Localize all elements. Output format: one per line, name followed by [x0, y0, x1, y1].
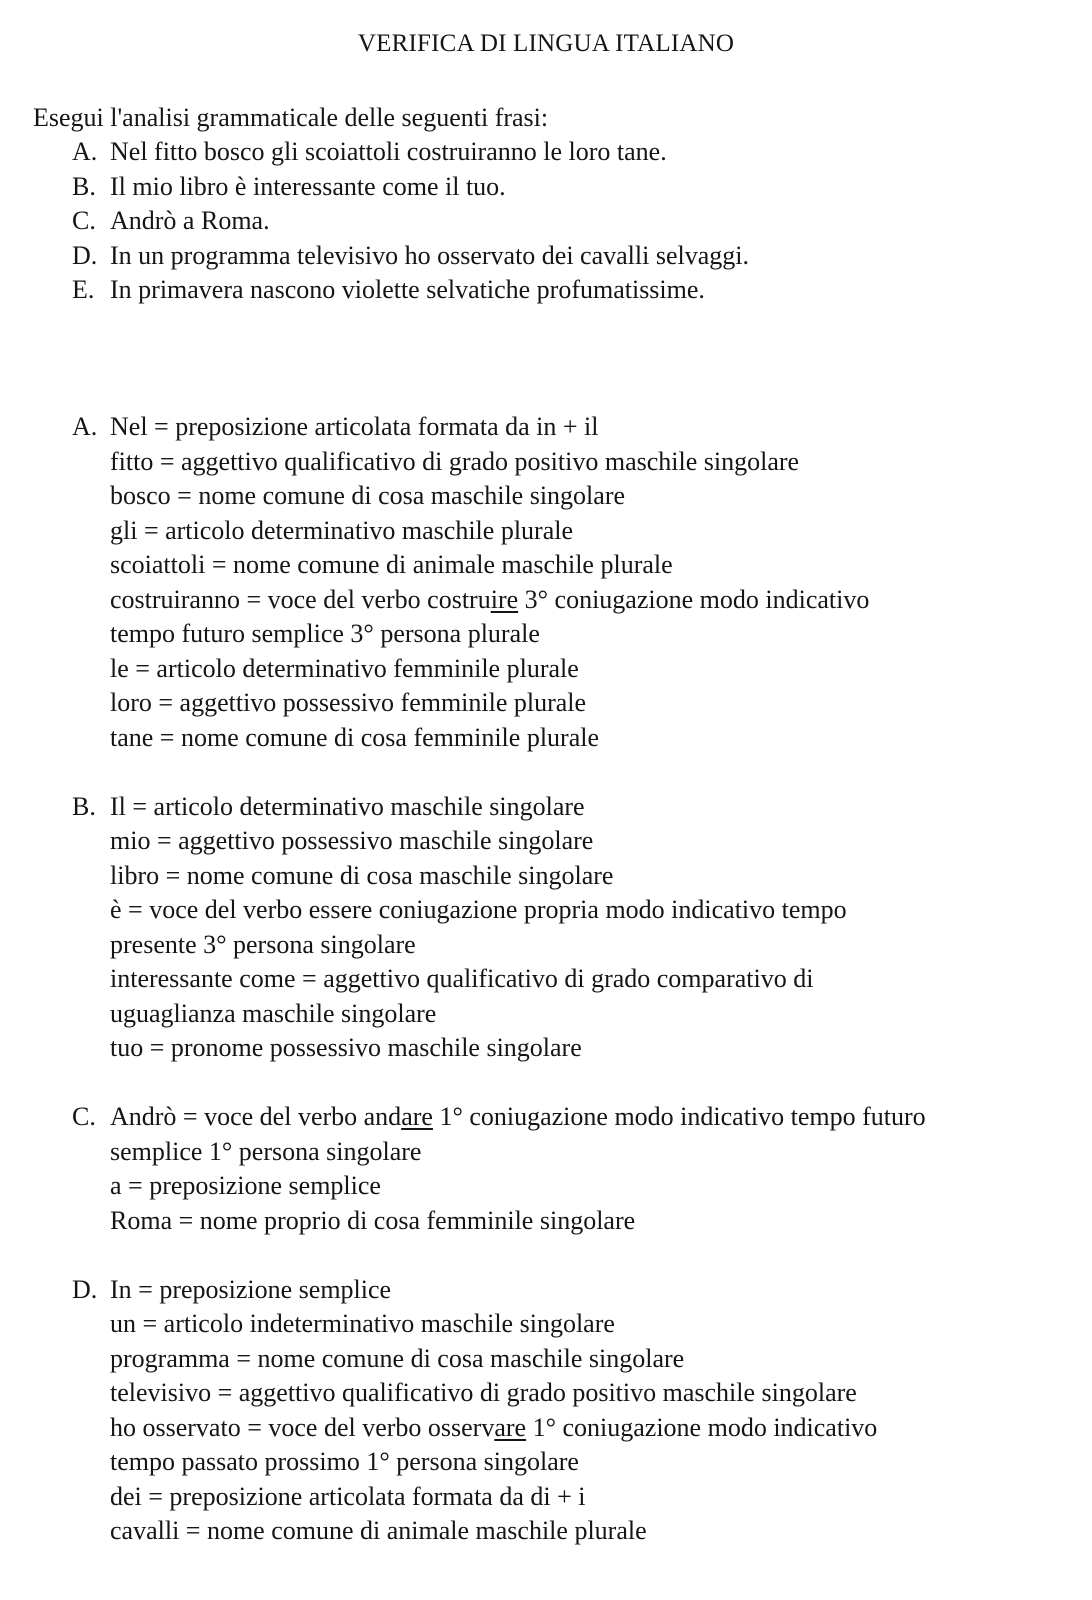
sentence-text: Andrò a Roma.: [110, 206, 270, 235]
line-text: le = articolo determinativo femminile plurale: [110, 653, 579, 683]
line-text: cavalli = nome comune di animale maschile plurale: [110, 1516, 647, 1545]
line-text: Il = articolo determinativo maschile singolare: [110, 791, 585, 821]
sentence-letter: C.: [72, 206, 96, 235]
line-text: un = articolo indeterminativo maschile singolare: [110, 1309, 615, 1338]
line-text: tempo passato prossimo 1° persona singolare: [110, 1447, 579, 1476]
analysis-line: [110, 514, 1072, 549]
line-text: è = voce del verbo essere coniugazione propria modo indicativo tempo: [110, 895, 847, 924]
line-text: uguaglianza maschile singolare: [110, 998, 437, 1028]
analysis-line: [110, 1169, 1072, 1204]
line-text: semplice 1° persona singolare: [110, 1136, 422, 1166]
sentence-letter: A.: [72, 137, 98, 166]
analysis-line: [110, 1411, 1072, 1446]
line-text: tane = nome comune di cosa femminile plurale: [110, 722, 599, 752]
line-text-continued: 3° coniugazione modo indicativo: [518, 584, 870, 614]
line-text: a = preposizione semplice: [110, 1171, 381, 1200]
analysis-line: [110, 1307, 1072, 1342]
line-text: dei = preposizione articolata formata da di + i: [110, 1481, 586, 1511]
line-text: loro = aggettivo possessivo femminile plurale: [110, 688, 587, 717]
analysis-section: [72, 410, 1072, 1583]
sentence-item: [72, 239, 749, 274]
line-text: Andrò = voce del verbo and: [110, 1102, 402, 1131]
line-text: libro = nome comune di cosa maschile singolare: [110, 860, 614, 890]
sentence-text: In un programma televisivo ho osservato dei cavalli selvaggi.: [110, 240, 749, 270]
analysis-letter: C.: [72, 1102, 96, 1131]
sentence-item: [72, 135, 749, 170]
sentence-letter: D.: [72, 240, 98, 270]
analysis-line: [110, 997, 1072, 1032]
underlined-ending: are: [494, 1412, 527, 1442]
line-text: mio = aggettivo possessivo maschile singolare: [110, 826, 594, 855]
analysis-line: [110, 1514, 1072, 1549]
sentence-item: [72, 204, 749, 239]
analysis-lines: [110, 1273, 1072, 1549]
line-text: presente 3° persona singolare: [110, 929, 416, 959]
analysis-line: [110, 893, 1072, 928]
analysis-line: [110, 583, 1072, 618]
line-text: scoiattoli = nome comune di animale maschile plurale: [110, 550, 673, 579]
analysis-line: [110, 1135, 1072, 1170]
analysis-line: [110, 652, 1072, 687]
analysis-lines: [110, 1100, 1072, 1238]
line-text: In = preposizione semplice: [110, 1274, 392, 1304]
analysis-line: [110, 686, 1072, 721]
line-text: televisivo = aggettivo qualificativo di grado positivo maschile singolare: [110, 1378, 857, 1407]
underlined-ending: are: [401, 1102, 433, 1131]
analysis-block: [72, 790, 1072, 1066]
line-text: ho osservato = voce del verbo osserv: [110, 1412, 495, 1442]
analysis-line: [110, 445, 1072, 480]
line-text: tuo = pronome possessivo maschile singolare: [110, 1033, 582, 1062]
line-text: costruiranno = voce del verbo costru: [110, 584, 491, 614]
analysis-line: [110, 1342, 1072, 1377]
analysis-block: [72, 410, 1072, 755]
analysis-letter: A.: [72, 412, 98, 441]
line-text: Roma = nome proprio di cosa femminile singolare: [110, 1205, 636, 1235]
line-text: Nel = preposizione articolata formata da in + il: [110, 412, 599, 441]
sentence-text: Il mio libro è interessante come il tuo.: [110, 171, 506, 201]
line-text: fitto = aggettivo qualificativo di grado positivo maschile singolare: [110, 446, 800, 476]
underlined-ending: ire: [490, 584, 519, 614]
line-text: interessante come = aggettivo qualificativo di grado comparativo di: [110, 964, 814, 993]
analysis-line: [110, 790, 1072, 825]
document-title: VERIFICA DI LINGUA ITALIANO: [357, 30, 735, 57]
sentence-item: [72, 170, 749, 205]
sentence-text: Nel fitto bosco gli scoiattoli costruiranno le loro tane.: [110, 137, 667, 166]
analysis-line: [110, 962, 1072, 997]
analysis-line: [110, 410, 1072, 445]
line-text-continued: 1° coniugazione modo indicativo: [526, 1412, 878, 1442]
analysis-line: [110, 1480, 1072, 1515]
line-text: programma = nome comune di cosa maschile singolare: [110, 1343, 685, 1373]
line-text: tempo futuro semplice 3° persona plurale: [110, 619, 540, 648]
analysis-lines: [110, 410, 1072, 755]
sentence-letter: E.: [72, 275, 95, 304]
analysis-line: [110, 721, 1072, 756]
sentence-text: In primavera nascono violette selvatiche profumatissime.: [110, 275, 705, 304]
analysis-line: [110, 1445, 1072, 1480]
analysis-line: [110, 824, 1072, 859]
analysis-letter: D.: [72, 1274, 98, 1304]
line-text-continued: 1° coniugazione modo indicativo tempo futuro: [432, 1102, 926, 1131]
analysis-line: [110, 928, 1072, 963]
sentence-item: [72, 273, 749, 308]
analysis-line: [110, 1376, 1072, 1411]
analysis-letter: B.: [72, 791, 96, 821]
analysis-line: [110, 1204, 1072, 1239]
sentence-list: [72, 135, 749, 308]
line-text: gli = articolo determinativo maschile plurale: [110, 515, 574, 545]
analysis-line: [110, 1031, 1072, 1066]
instruction-text: Esegui l'analisi grammaticale delle seguenti frasi:: [33, 103, 549, 132]
analysis-line: [110, 617, 1072, 652]
analysis-lines: [110, 790, 1072, 1066]
analysis-line: [110, 859, 1072, 894]
line-text: bosco = nome comune di cosa maschile singolare: [110, 481, 626, 510]
analysis-line: [110, 548, 1072, 583]
analysis-line: [110, 1100, 1072, 1135]
analysis-line: [110, 479, 1072, 514]
analysis-block: [72, 1273, 1072, 1549]
sentence-letter: B.: [72, 171, 96, 201]
analysis-block: [72, 1100, 1072, 1238]
analysis-line: [110, 1273, 1072, 1308]
